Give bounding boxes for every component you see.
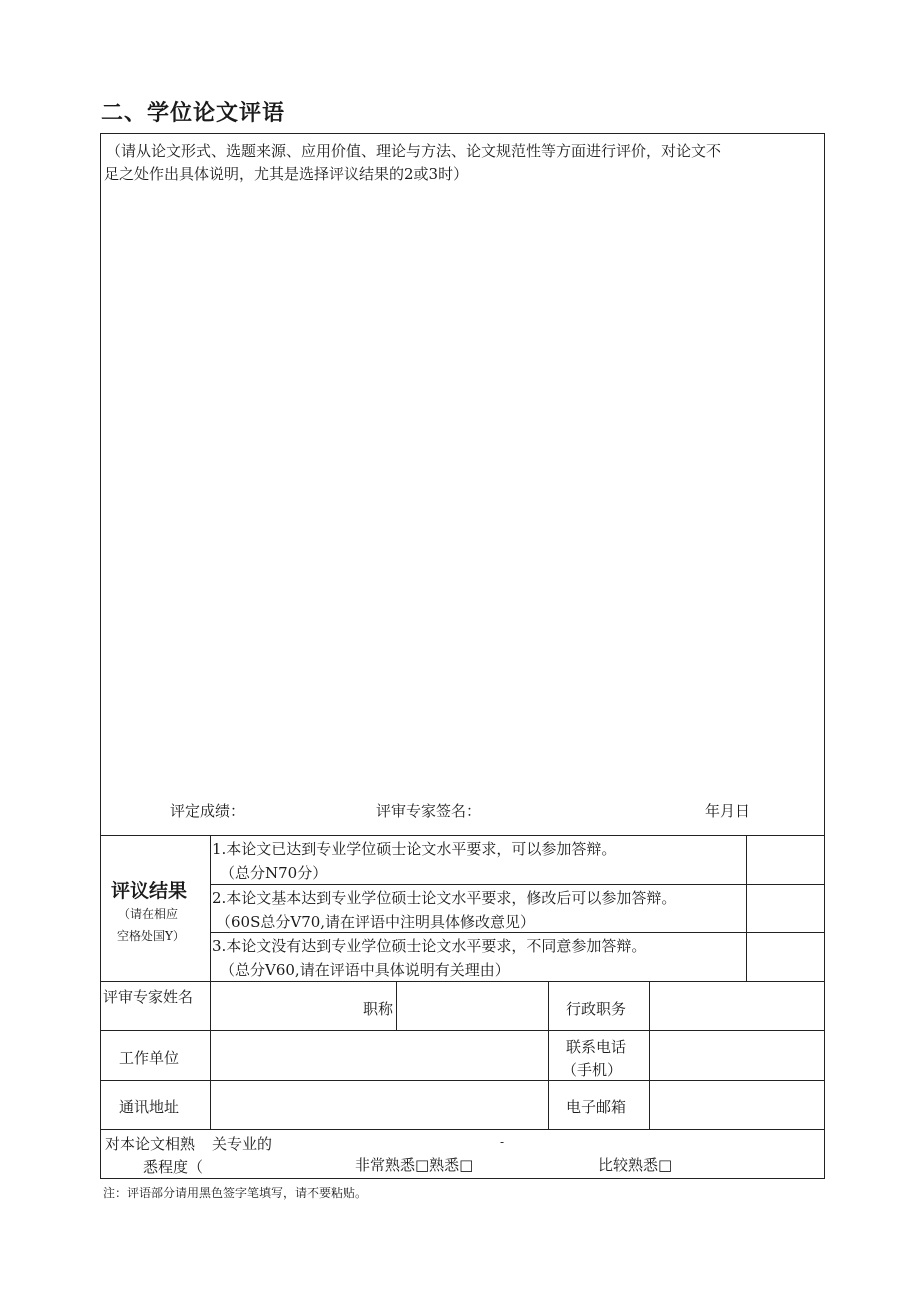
expert-title-label: 职称 [363,1000,394,1018]
address-field[interactable] [211,1081,547,1128]
familiarity-label-mid: 关专业的 [212,1135,273,1153]
row-line [100,1129,825,1130]
familiarity-dot: - [500,1135,505,1149]
phone-field[interactable] [650,1031,824,1079]
result-option-2-checkbox[interactable] [747,885,824,931]
expert-title-field[interactable] [397,982,547,1029]
phone-label: 联系电话 [566,1038,627,1056]
result-option-3-note: （总分V60,请在评语中具体说明有关理由） [220,961,510,979]
familiarity-label-1: 对本论文相熟 [105,1135,196,1153]
result-option-2-text: 2.本论文基本达到专业学位硕士论文水平要求，修改后可以参加答辩。 [212,889,677,907]
address-label: 通讯地址 [119,1098,180,1116]
signature-label: 评审专家签名： [376,802,482,820]
familiarity-option-fairly[interactable]: 比较熟悉□ [598,1156,673,1174]
result-heading: 评议结果 [111,880,188,902]
email-field[interactable] [650,1081,824,1128]
row-line [210,884,825,885]
result-option-3-checkbox[interactable] [747,933,824,980]
result-subheading-1: （请在相应 [118,907,179,921]
phone-label-mobile: （手机） [562,1061,623,1079]
result-subheading-2: 空格处国Y） [117,929,185,943]
expert-admin-field[interactable] [650,982,824,1029]
footnote: 注：评语部分请用黑色签字笔填写，请不要粘贴。 [103,1186,368,1200]
result-option-1-text: 1.本论文已达到专业学位硕士论文水平要求，可以参加答辩。 [212,840,617,858]
familiarity-option-very[interactable]: 非常熟悉□熟悉□ [355,1156,474,1174]
expert-admin-label: 行政职务 [566,1000,627,1018]
email-label: 电子邮箱 [566,1098,627,1116]
expert-name-label: 评审专家姓名 [103,988,194,1006]
result-option-1-checkbox[interactable] [747,836,824,883]
work-unit-field[interactable] [211,1031,547,1079]
comment-instruction-line1: （请从论文形式、选题来源、应用价值、理论与方法、论文规范性等方面进行评价，对论文不 [106,142,722,160]
result-option-3-text: 3.本论文没有达到专业学位硕士论文水平要求，不同意参加答辩。 [212,937,647,955]
date-label: 年月日 [705,802,751,820]
row-line [210,932,825,933]
result-option-2-note: （60S总分V70,请在评语中注明具体修改意见） [216,913,536,931]
comment-instruction-line2: 足之处作出具体说明，尤其是选择评议结果的2或3时） [104,165,469,183]
score-label: 评定成绩： [170,802,246,820]
comment-box[interactable] [100,133,825,836]
col-line [548,981,549,1129]
work-unit-label: 工作单位 [119,1049,180,1067]
result-option-1-note: （总分N70分） [220,864,328,882]
expert-name-field[interactable] [211,982,361,1029]
section-title: 二、学位论文评语 [101,101,286,126]
familiarity-label-2: 悉程度（ [143,1158,204,1176]
